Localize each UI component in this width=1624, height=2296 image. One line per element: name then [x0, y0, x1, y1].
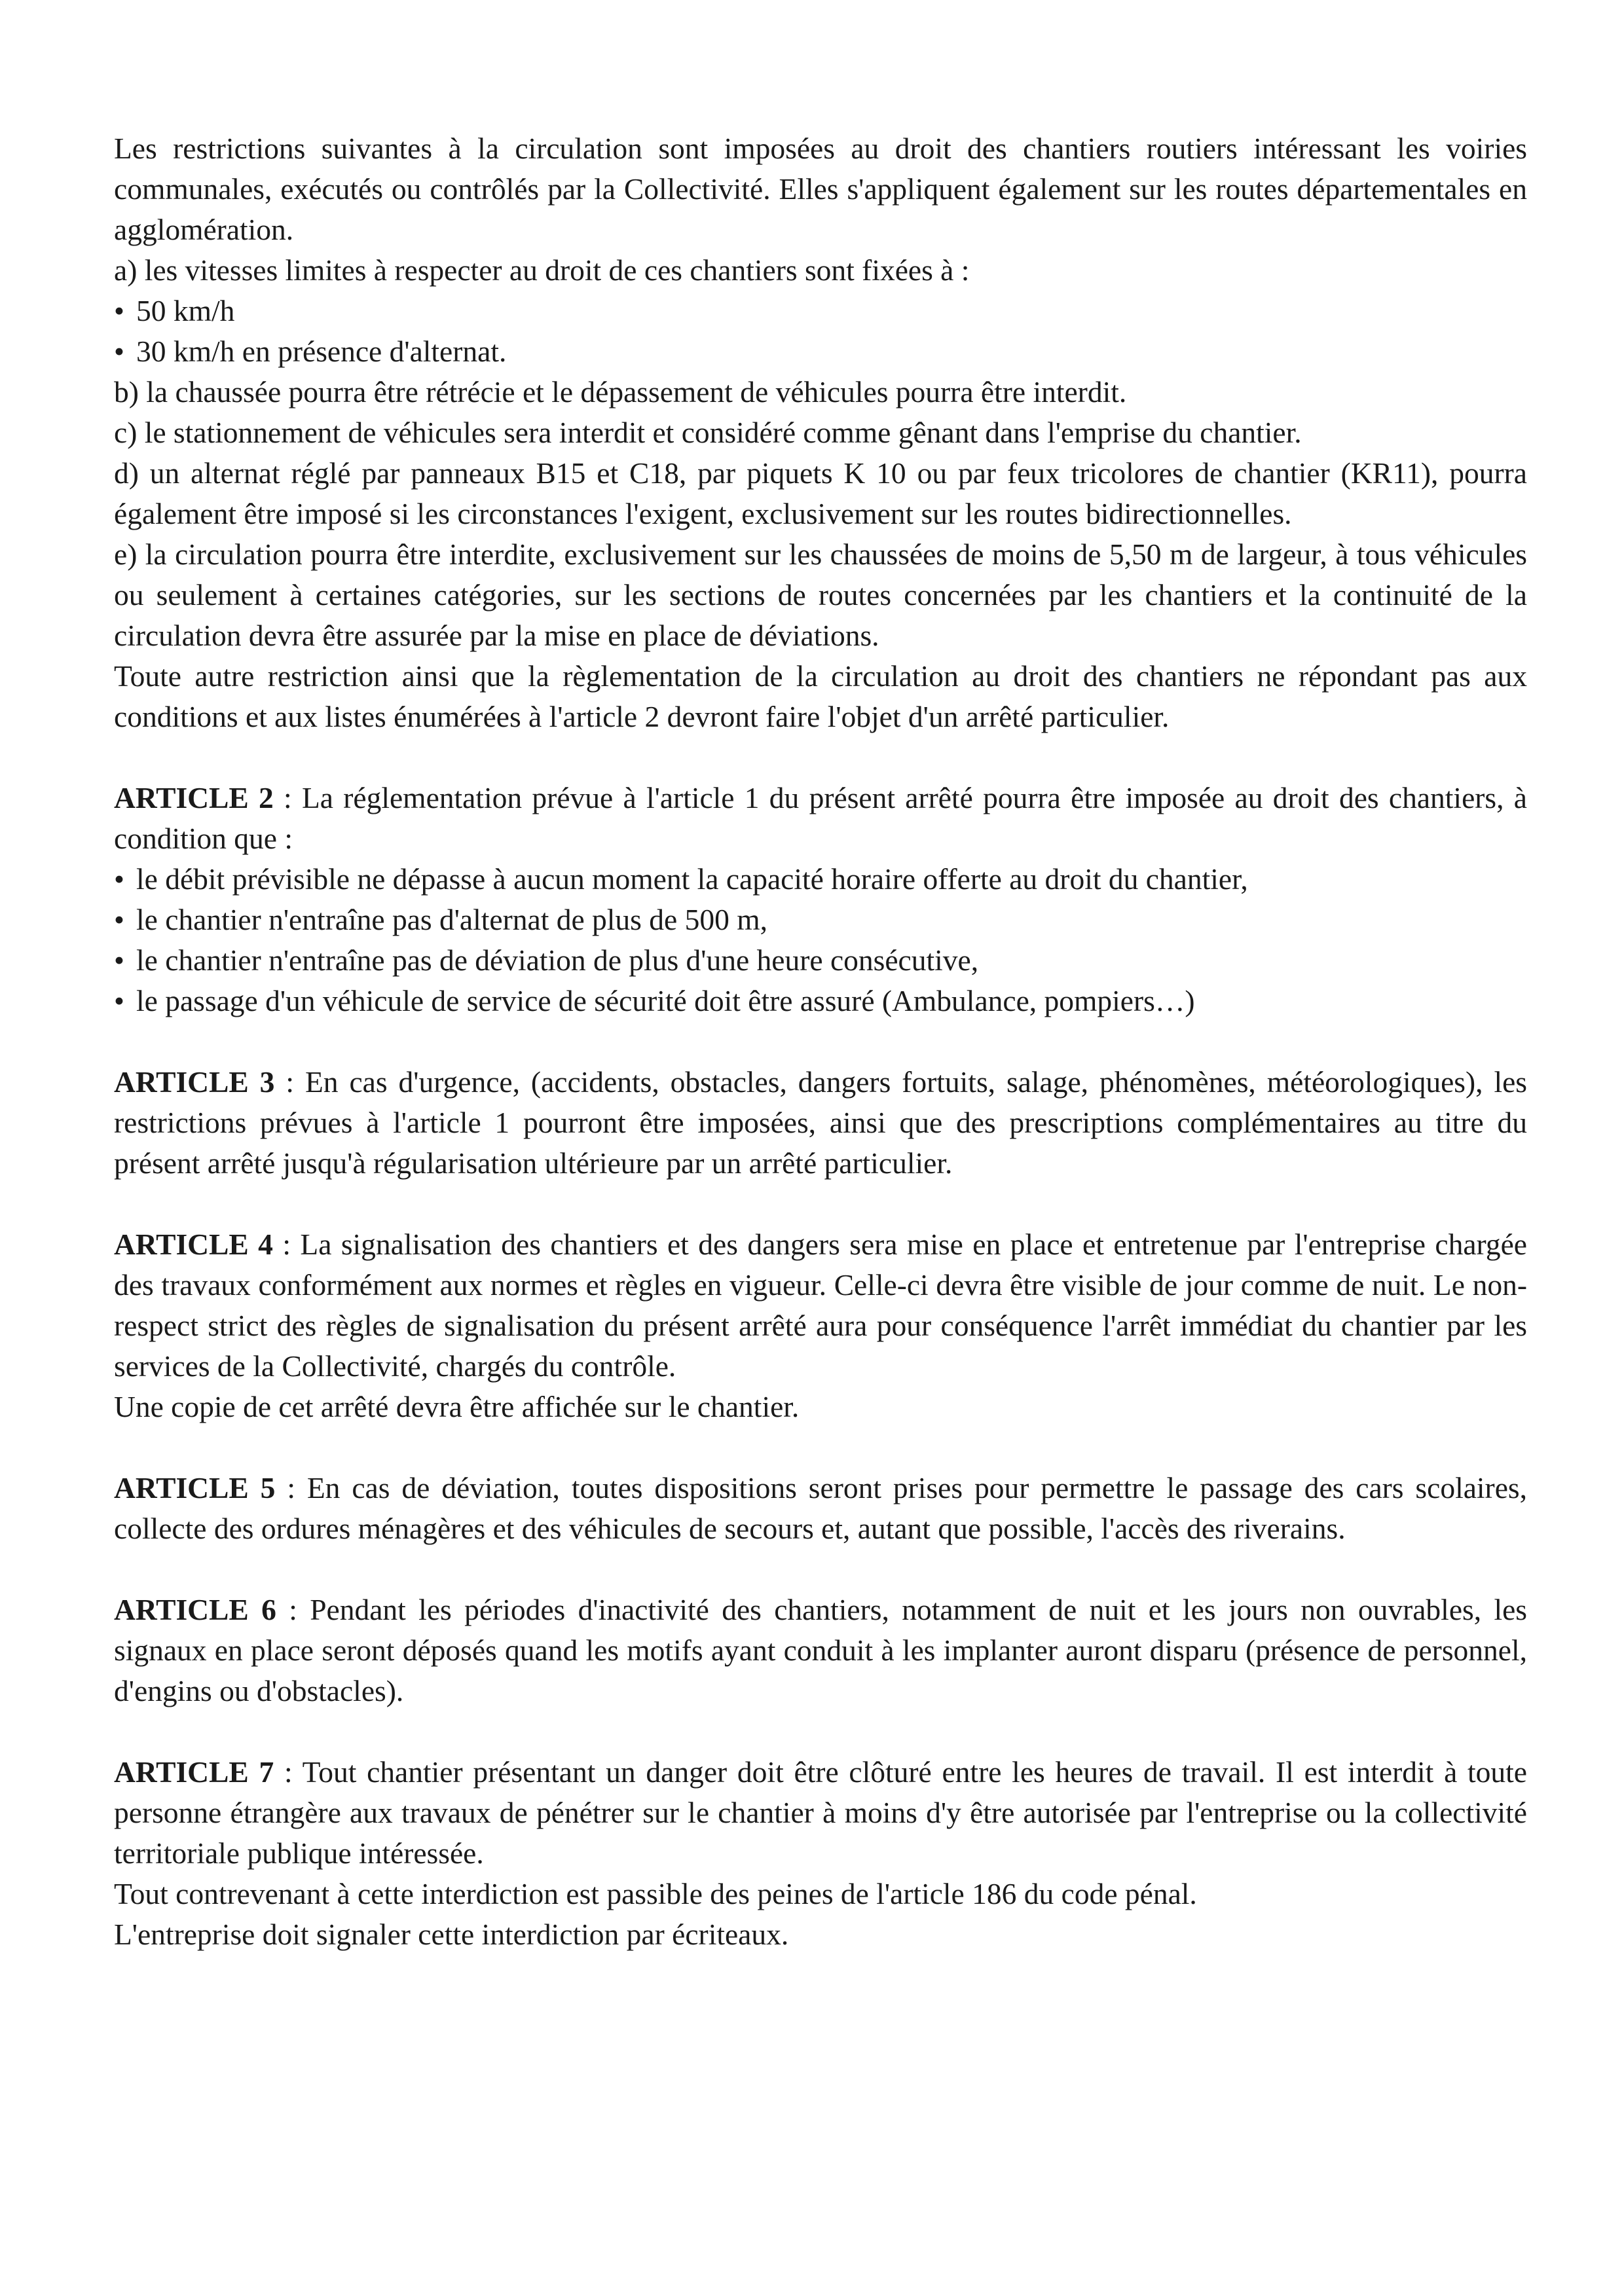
article-7-penalty: Tout contrevenant à cette interdiction est passible des peines de l'article 186 du code pénal. — [114, 1877, 1197, 1910]
article-3-label: ARTICLE 3 — [114, 1065, 275, 1099]
article-4-label: ARTICLE 4 — [114, 1228, 273, 1261]
item-a-speed-limits: a) les vitesses limites à respecter au droit de ces chantiers sont fixées à : — [114, 253, 970, 287]
item-e-circulation: e) la circulation pourra être interdite, exclusivement sur les chaussées de moins de 5,50 m de largeur, à tous véhicules ou seulement à certaines catégories, sur les sections de routes concernées par les chantiers et la continuité de la circulation devra être assurée par la mise en place de déviations. — [114, 538, 1527, 652]
article-5-label: ARTICLE 5 — [114, 1471, 276, 1504]
bullet-text: le débit prévisible ne dépasse à aucun moment la capacité horaire offerte au droit du chantier, — [136, 862, 1248, 896]
article-2-bullet-4 — [114, 981, 1527, 1021]
bullet-glyph: • — [114, 984, 124, 1017]
bullet-glyph: • — [114, 335, 124, 368]
intro-closing: Toute autre restriction ainsi que la règlementation de la circulation au droit des chantiers ne répondant pas aux conditions et aux listes énumérées à l'article 2 devront faire l'objet d'un arrêté particulier. — [114, 659, 1527, 733]
article-7-paragraph — [114, 1752, 1527, 1874]
bullet-text: le chantier n'entraîne pas d'alternat de plus de 500 m, — [136, 903, 767, 936]
item-b-narrowing: b) la chaussée pourra être rétrécie et le dépassement de véhicules pourra être interdit. — [114, 375, 1127, 409]
bullet-glyph: • — [114, 294, 124, 327]
article-6-text: : Pendant les périodes d'inactivité des chantiers, notamment de nuit et les jours non ouvrables, les signaux en place seront déposés quand les motifs ayant conduit à les implanter auront disparu (présence de personnel, d'engins ou d'obstacles). — [114, 1593, 1528, 1707]
article-7 — [114, 1752, 1527, 1955]
article-7-signage: L'entreprise doit signaler cette interdiction par écriteaux. — [114, 1918, 789, 1951]
article-2-label: ARTICLE 2 — [114, 781, 274, 814]
bullet-text: 50 km/h — [136, 294, 235, 327]
bullet-text: le chantier n'entraîne pas de déviation de plus d'une heure consécutive, — [136, 943, 979, 977]
article-3 — [114, 1062, 1527, 1184]
article-2-bullet-2 — [114, 900, 1527, 940]
intro-section — [114, 128, 1527, 737]
item-c-parking: c) le stationnement de véhicules sera interdit et considéré comme gênant dans l'emprise du chantier. — [114, 416, 1302, 449]
article-6 — [114, 1590, 1527, 1711]
bullet-text: le passage d'un véhicule de service de sécurité doit être assuré (Ambulance, pompiers…) — [136, 984, 1195, 1017]
article-2-bullet-3 — [114, 940, 1527, 981]
document-page — [114, 128, 1527, 1955]
article-7-label: ARTICLE 7 — [114, 1755, 274, 1789]
article-5-text: : En cas de déviation, toutes dispositions seront prises pour permettre le passage des cars scolaires, collecte des ordures ménagères et des véhicules de secours et, autant que possible, l'accès des riverains. — [114, 1471, 1527, 1545]
article-3-text: : En cas d'urgence, (accidents, obstacles, dangers fortuits, salage, phénomènes, météorologiques), les restrictions prévues à l'article 1 pourront être imposées, ainsi que des prescriptions complémentaires au titre du présent arrêté jusqu'à régularisation ultérieure par un arrêté particulier. — [114, 1065, 1528, 1180]
article-2-bullet-1 — [114, 859, 1527, 900]
bullet-glyph: • — [114, 943, 124, 977]
article-6-label: ARTICLE 6 — [114, 1593, 276, 1626]
article-4-text: : La signalisation des chantiers et des dangers sera mise en place et entretenue par l'entreprise chargée des travaux conformément aux normes et règles en vigueur. Celle-ci devra être visible de jour comme de nuit. Le non-respect strict des règles de signalisation du présent arrêté aura pour conséquence l'arrêt immédiat du chantier par les services de la Collectivité, chargés du contrôle. — [114, 1228, 1527, 1383]
article-2-paragraph — [114, 778, 1527, 859]
bullet-glyph: • — [114, 862, 124, 896]
item-d-alternat: d) un alternat réglé par panneaux B15 et C18, par piquets K 10 ou par feux tricolores de chantier (KR11), pourra également être imposé si les circonstances l'exigent, exclusivement sur les routes bidirectionnelles. — [114, 456, 1527, 530]
article-4 — [114, 1224, 1527, 1427]
article-6-paragraph — [114, 1590, 1527, 1711]
article-4-paragraph — [114, 1224, 1527, 1387]
article-3-paragraph — [114, 1062, 1527, 1184]
article-2 — [114, 778, 1527, 1021]
article-7-text: : Tout chantier présentant un danger doit être clôturé entre les heures de travail. Il est interdit à toute personne étrangère aux travaux de pénétrer sur le chantier à moins d'y être autorisée par l'entreprise ou la collectivité territoriale publique intéressée. — [114, 1755, 1528, 1870]
bullet-glyph: • — [114, 903, 124, 936]
article-5 — [114, 1468, 1527, 1549]
speed-bullet-30 — [114, 331, 1527, 372]
speed-bullet-50 — [114, 291, 1527, 331]
article-2-text: : La réglementation prévue à l'article 1 du présent arrêté pourra être imposée au droit des chantiers, à condition que : — [114, 781, 1527, 855]
intro-paragraph: Les restrictions suivantes à la circulation sont imposées au droit des chantiers routiers intéressant les voiries communales, exécutés ou contrôlés par la Collectivité. Elles s'appliquent également sur les routes départementales en agglomération. — [114, 132, 1527, 246]
article-4-copy-note: Une copie de cet arrêté devra être affichée sur le chantier. — [114, 1390, 800, 1423]
article-5-paragraph — [114, 1468, 1527, 1549]
bullet-text: 30 km/h en présence d'alternat. — [136, 335, 507, 368]
